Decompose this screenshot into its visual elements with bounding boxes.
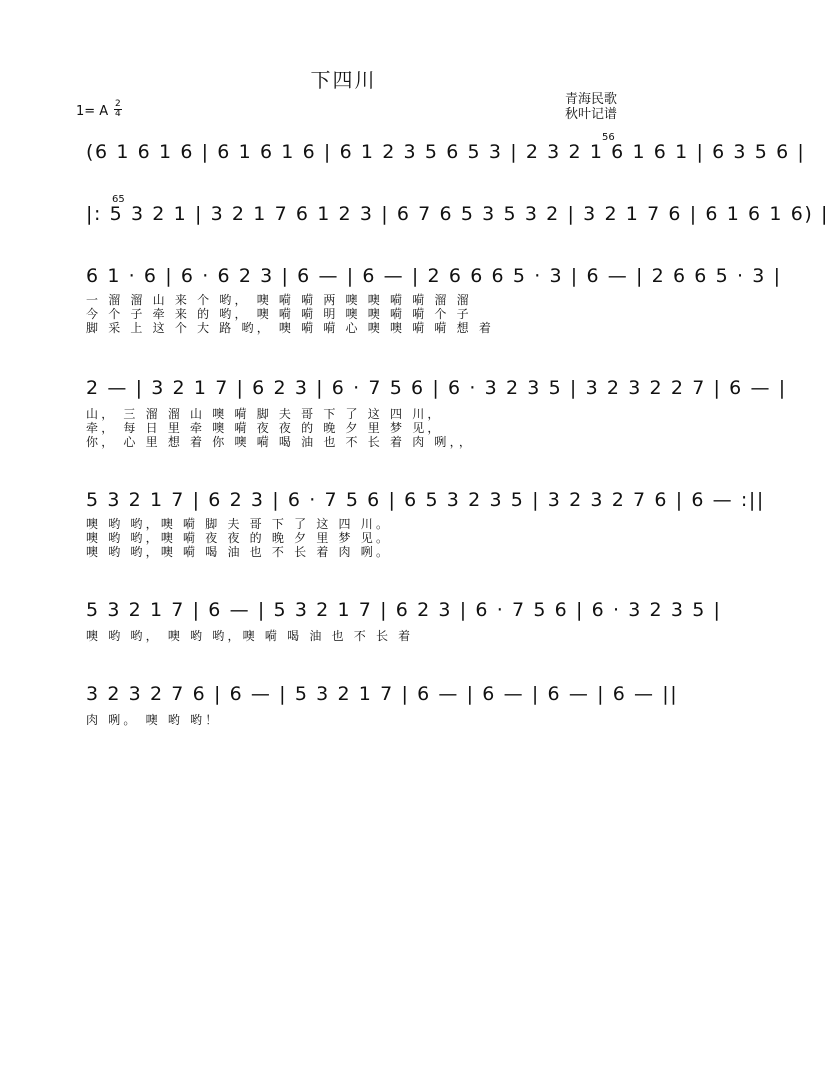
notation-line: 6 1 · 6 | 6 · 6 2 3 | 6 — | 6 — | 2 6 6 6 5 · 3 | 6 — | 2 6 6 5 · 3 | — [86, 265, 782, 287]
genre-credit: 青海民歌 — [565, 92, 618, 107]
meter-bottom: 4 — [115, 109, 121, 119]
lyric-verse-3: 噢 哟 哟，噢 嗬 喝 油 也 不 长 着 肉 咧。 — [86, 545, 392, 559]
lyric-verse-1: 一 溜 溜 山 来 个 哟， 噢 嗬 嗬 两 噢 噢 嗬 嗬 溜 溜 — [86, 293, 472, 307]
credits — [565, 92, 617, 122]
notator-credit: 秋叶记谱 — [565, 107, 618, 122]
notation-line: (6 1 6 1 6 | 6 1 6 1 6 | 6 1 2 3 5 6 5 3 | 2 3 2 1 6 1 6 1 | 6 3 5 6 | — [86, 141, 806, 163]
grace-note: 65 — [112, 194, 125, 205]
lyric-verse-3: 你， 心 里 想 着 你 噢 嗬 喝 油 也 不 长 着 肉 咧，， — [86, 435, 475, 449]
grace-note: 56 — [602, 132, 615, 143]
lyric-verse-1: 噢 哟 哟，噢 嗬 脚 夫 哥 下 了 这 四 川。 — [86, 517, 392, 531]
lyric-verse-1: 山， 三 溜 溜 山 噢 嗬 脚 夫 哥 下 了 这 四 川， — [86, 407, 443, 421]
notation-line: 3 2 3 2 7 6 | 6 — | 5 3 2 1 7 | 6 — | 6 — | 6 — | 6 — || — [86, 683, 679, 705]
lyric-verse-2: 今 个 子 牵 来 的 哟， 噢 嗬 嗬 明 噢 噢 嗬 嗬 个 子 — [86, 307, 472, 321]
key-signature: 1= A — [76, 104, 109, 119]
lyric-verse-1: 肉 咧。 噢 哟 哟！ — [86, 713, 221, 727]
lyric-verse-2: 牵， 每 日 里 牵 噢 嗬 夜 夜 的 晚 夕 里 梦 见， — [86, 421, 443, 435]
lyric-verse-2: 噢 哟 哟，噢 嗬 夜 夜 的 晚 夕 里 梦 见。 — [86, 531, 392, 545]
notation-line: 2 — | 3 2 1 7 | 6 2 3 | 6 · 7 5 6 | 6 · 3 2 3 5 | 3 2 3 2 2 7 | 6 — | — [86, 377, 787, 399]
notation-line: 5 3 2 1 7 | 6 2 3 | 6 · 7 5 6 | 6 5 3 2 3 5 | 3 2 3 2 7 6 | 6 — :|| — [86, 489, 765, 511]
song-title: 下四川 — [310, 68, 377, 92]
lyric-verse-1: 噢 哟 哟， 噢 哟 哟，噢 嗬 喝 油 也 不 长 着 — [86, 629, 414, 643]
time-signature — [114, 100, 122, 119]
lyric-verse-3: 脚 采 上 这 个 大 路 哟， 噢 嗬 嗬 心 噢 噢 嗬 嗬 想 着 — [86, 321, 495, 335]
meter-top: 2 — [115, 99, 121, 109]
notation-line: |: 5 3 2 1 | 3 2 1 7 6 1 2 3 | 6 7 6 5 3 5 3 2 | 3 2 1 7 6 | 6 1 6 1 6) | — [86, 203, 829, 225]
notation-line: 5 3 2 1 7 | 6 — | 5 3 2 1 7 | 6 2 3 | 6 · 7 5 6 | 6 · 3 2 3 5 | — [86, 599, 722, 621]
